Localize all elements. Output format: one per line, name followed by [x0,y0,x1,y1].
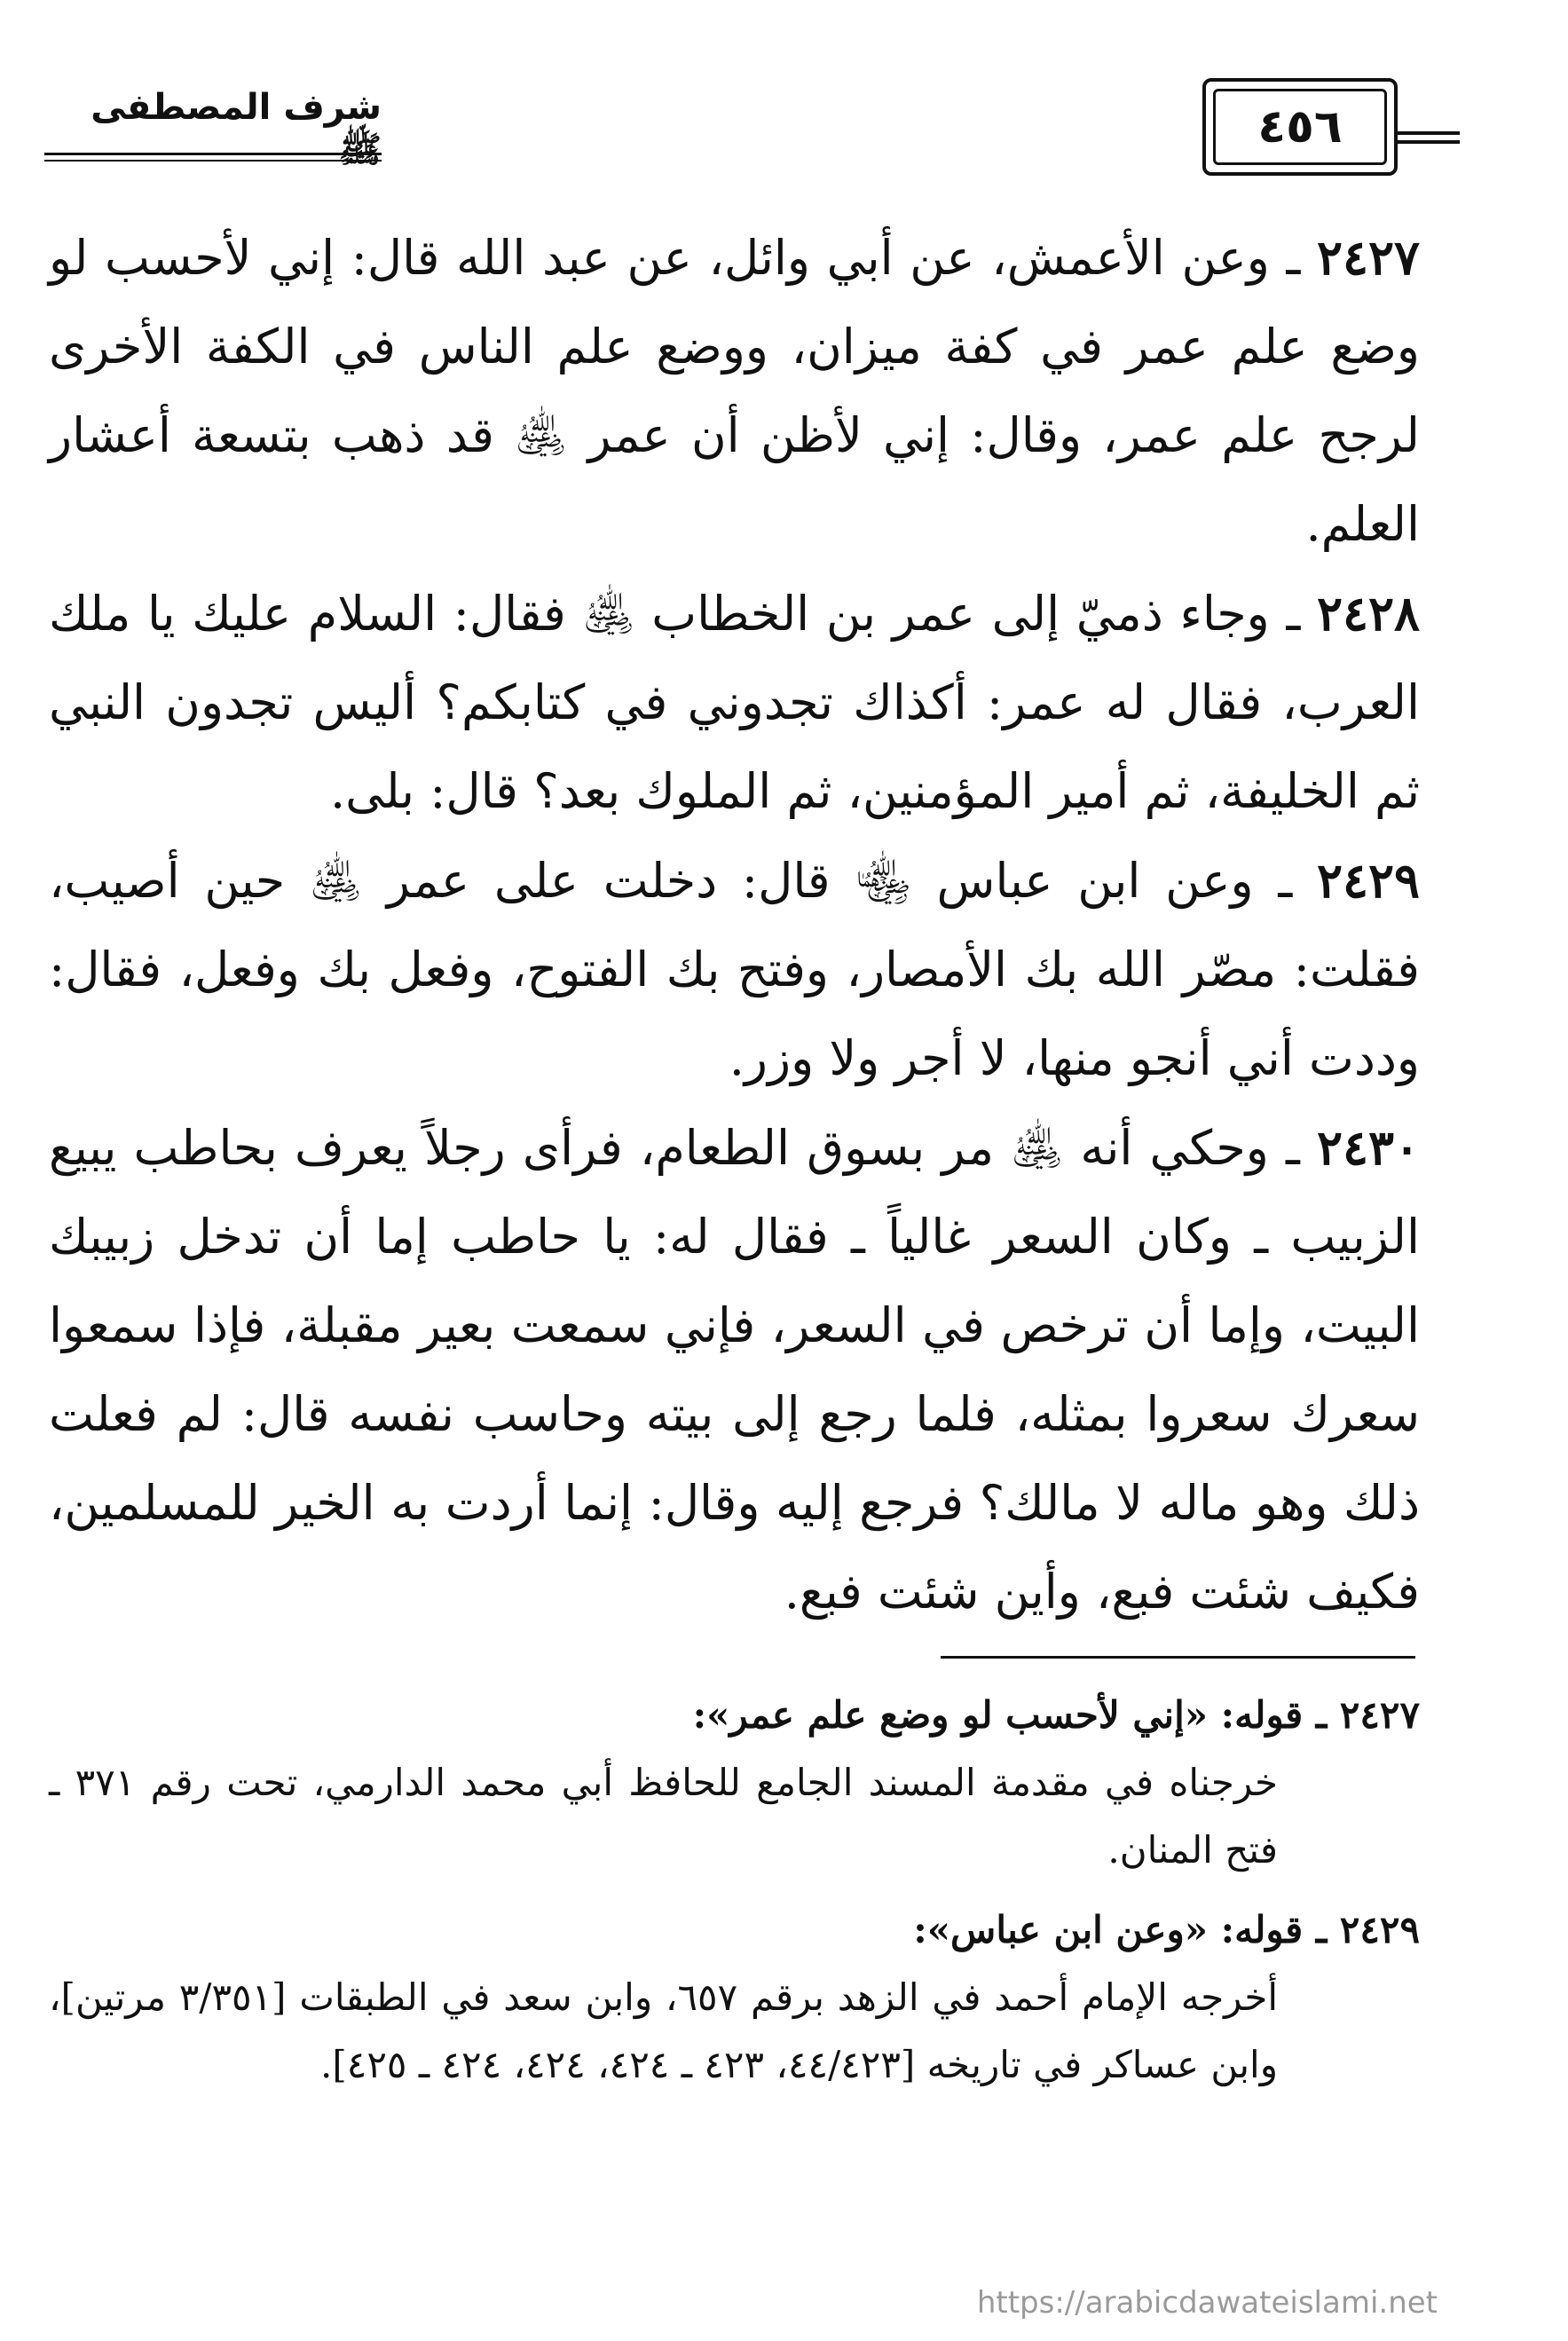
watermark-url: https://arabicdawateislami.net [976,2285,1438,2321]
footnote-2429 [49,1896,1420,2099]
paragraph-text: ـ وعن ابن عباس ﵄ قال: دخلت على عمر ﵁ حين أصيب، فقلت: مصّر الله بك الأمصار، وفتح بك الفتوح، وفعل بك وفعل، فقال: وددت أني أنجو منها، لا أجر ولا وزر. [49,853,1420,1086]
footnote-divider [941,1656,1415,1659]
page-header [44,71,1420,186]
page-number: ٤٥٦ [1257,100,1343,154]
running-title: شرف المصطفى ﷺ [91,87,382,170]
paragraph-number: ٢٤٢٩ [1317,852,1421,909]
footnotes [49,1682,1420,2111]
footnote-body: خرجناه في مقدمة المسند الجامع للحافظ أبي محمد الدارمي، تحت رقم ٣٧١ ـ فتح المنان. [49,1761,1278,1872]
paragraph-text: ـ وحكي أنه ﵁ مر بسوق الطعام، فرأى رجلاً يعرف بحاطب يبيع الزبيب ـ وكان السعر غالياً ـ فقال له: يا حاطب إما أن تدخل زبيبك البيت، وإما أن ترخص في السعر، فإني سمعت بعير مقبلة، فإذا سمعوا سعرك سعروا بمثله، فلما رجع إلى بيته وحاسب نفسه قال: لم فعلت ذلك وهو ماله لا مالك؟ فرجع إليه وقال: إنما أردت به الخير للمسلمين، فكيف شئت فبع، وأين شئت فبع. [49,1120,1420,1620]
paragraph-text: ـ وعن الأعمش، عن أبي وائل، عن عبد الله قال: إني لأحسب لو وضع علم عمر في كفة ميزان، ووضع علم الناس في الكفة الأخرى لرجح علم عمر، وقال: إني لأظن أن عمر ﵁ قد ذهب بتسعة أعشار العلم. [49,230,1420,552]
paragraph-2428 [49,569,1420,836]
paragraph-number: ٢٤٢٧ [1316,229,1420,286]
paragraph-text: ـ وجاء ذميّ إلى عمر بن الخطاب ﵁ فقال: السلام عليك يا ملك العرب، فقال له عمر: أكذاك تجدوني في كتابكم؟ أليس تجدون النبي ثم الخليفة، ثم أمير المؤمنين، ثم الملوك بعد؟ قال: بلى. [49,586,1420,819]
header-rule-inner [44,160,382,162]
footnote-heading: ٢٤٢٩ ـ قوله: «وعن ابن عباس»: [913,1908,1420,1951]
footnote-body: أخرجه الإمام أحمد في الزهد برقم ٦٥٧، وابن سعد في الطبقات [٣/٣٥١ مرتين]، وابن عساكر في تاريخه [٤٤/٤٢٣، ٤٢٣ ـ ٤٢٤، ٤٢٤، ٤٢٤ ـ ٤٢٥]. [49,1975,1278,2086]
header-rule [44,153,382,155]
header-ornament-line [1398,131,1460,144]
paragraph-2429 [49,836,1420,1103]
page-number-frame [1202,78,1398,176]
paragraph-2427 [49,213,1420,569]
paragraph-2430 [49,1103,1420,1636]
footnote-heading: ٢٤٢٧ ـ قوله: «إني لأحسب لو وضع علم عمر»: [692,1693,1420,1737]
footnote-2427 [49,1682,1420,1884]
paragraph-number: ٢٤٣٠ [1316,1119,1420,1176]
main-text [49,213,1420,1636]
paragraph-number: ٢٤٢٨ [1316,585,1420,642]
